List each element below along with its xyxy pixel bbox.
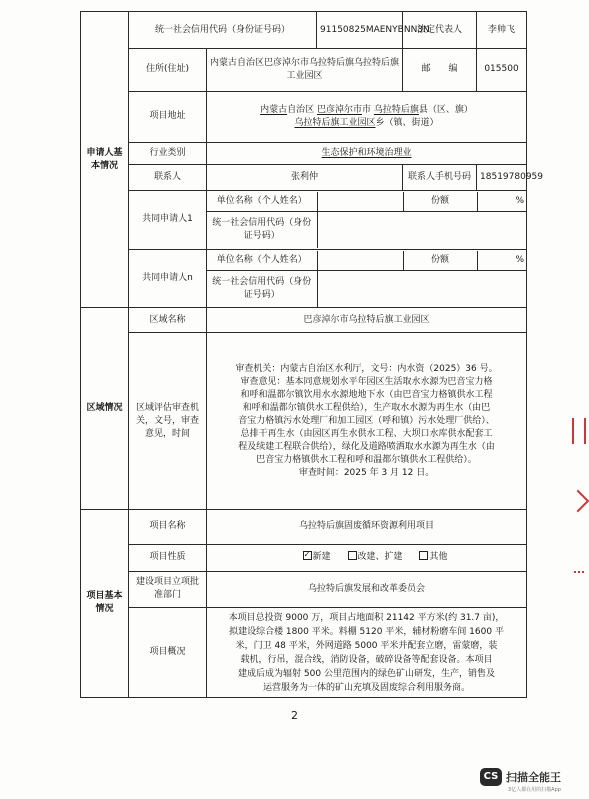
eval-line: 和呼和温都尔镇供水工程供给），生产取水水源为再生水（由巴 [242,402,491,413]
industry-label: 行业类别 [129,143,207,165]
seal-fragment-dots [574,571,584,577]
nature-option-rebuild: 改建、扩建 [348,552,403,562]
camscanner-logo-icon: CS [480,768,502,786]
nature-option-other: 其他 [419,552,447,562]
co-applicant-1-label: 共同申请人1 [129,190,207,249]
eval-line: 巴音宝力格镇供水工程和呼和温都尔镇供水工程供给）。 [256,454,477,465]
co1-unit-name-value [317,192,403,212]
project-name-label: 项目名称 [129,509,207,544]
watermark-tagline: 3亿人都在用的扫描App [508,787,561,793]
addr-t1: 自治区 [287,104,315,115]
co1-unit-name-label: 单位名称（个人姓名） [207,192,317,212]
eval-line: 审查意见：基本同意规划水平年园区生活取水水源为巴音宝力格 [240,376,493,387]
checkbox-checked-icon [303,551,312,560]
eval-line: 和呼和温都尔镇饮用水水源地地下水（由巴音宝力格镇供水工程 [240,389,493,400]
project-section-header: 项目基本情况 [81,509,129,697]
address-label: 住所(住址) [129,49,207,91]
co1-share-label: 份额 [403,192,477,212]
legal-rep-value: 李帅飞 [477,12,527,49]
eval-line: 审查机关：内蒙古自治区水利厅，文号：内水资（2025）36 号。 [235,363,498,374]
overview-line: 建成后成为辐射 500 公里范围内的绿色矿山研发，生产，销售及 [238,668,495,679]
project-overview-label: 项目概况 [129,608,207,698]
phone-label: 联系人手机号码 [403,164,477,190]
co1-credit-value [317,211,527,247]
applicant-section-header: 申请人基本情况 [81,12,129,308]
address-value: 内蒙古自治区巴彦淖尔市乌拉特后旗乌拉特后旗工业园区 [207,49,403,91]
contact-value: 张利仲 [207,164,403,190]
addr-town: 乌拉特后旗工业园区 [294,117,376,128]
eval-line: 审查时间：2025 年 3 月 12 日。 [298,467,435,478]
eval-line: 总排干再生水（由园区再生水供水工程、大坝口水库供水配套工 [240,428,493,439]
con-share-value: % [477,251,527,271]
application-form [80,11,544,698]
postal-code-label: 邮 编 [403,49,477,91]
con-credit-value [317,270,527,306]
checkbox-icon [419,551,428,560]
addr-province: 内蒙古 [260,104,288,115]
region-name-value: 巴彦淖尔市乌拉特后旗工业园区 [207,308,527,333]
scanner-watermark [480,766,586,796]
approval-dept-value: 乌拉特后旗发展和改革委员会 [207,571,527,607]
project-address-value [207,91,527,143]
overview-line: 运营服务为一体的矿山充填及固废综合利用服务商。 [263,682,471,693]
industry-value: 生态保护和环境治理业 [207,143,527,165]
region-eval-text [207,333,527,510]
region-name-label: 区域名称 [129,308,207,333]
project-address-label: 项目地址 [129,91,207,143]
postal-code-value: 015500 [477,49,527,91]
project-nature-options [207,545,527,572]
credit-code-label: 统一社会信用代码（身份证号码） [129,12,317,49]
overview-line: 拟建设综合楼 1800 平米。料棚 5120 平米，辅材粉磨车间 1600 平 [229,626,504,637]
addr-t3: 县（区、旗） [418,104,473,115]
checkbox-icon [348,551,357,560]
overview-line: 米，门卫 48 平米，外网道路 5000 平米并配套立磨，雷蒙磨，装 [235,640,498,651]
nature-option-new: ✓ 新建 [303,552,331,562]
addr-city: 巴彦淖尔市 [316,104,362,115]
seal-fragment-arc [567,490,589,513]
project-name-value: 乌拉特后旗固废循环资源利用项目 [207,509,527,544]
co-applicant-n-label: 共同申请人n [129,249,207,308]
co1-credit-label: 统一社会信用代码（身份证号码） [207,211,317,247]
co1-share-value: % [477,192,527,212]
overview-line: 载机，行吊，混合线，消防设备，破碎设备等配套设备。本项目 [240,654,493,665]
con-share-label: 份额 [403,251,477,271]
con-unit-name-value [317,251,403,271]
phone-value: 18519780959 [477,164,527,190]
region-section-header: 区域情况 [81,308,129,509]
eval-line: 音宝力格镇污水处理厂和加工园区（呼和镇）污水处理厂供给）、 [238,415,495,426]
eval-line: 程及续建工程联合供给），绿化及道路喷洒取水水源为再生水（由 [238,441,495,452]
con-credit-label: 统一社会信用代码（身份证号码） [207,270,317,306]
addr-county: 乌拉特后旗 [373,104,419,115]
addr-t4: 乡（镇、街道） [375,117,439,128]
project-overview-text [207,608,527,698]
page-number: 2 [291,709,298,722]
contact-label: 联系人 [129,164,207,190]
legal-rep-label: 法定代表人 [403,12,477,49]
overview-line: 本项目总投资 9000 万，项目占地面积 21142 平方米(约 31.7 亩)， [228,612,505,623]
seal-fragment-mark [572,418,586,444]
project-nature-label: 项目性质 [129,545,207,572]
approval-dept-label: 建设项目立项批准部门 [129,571,207,607]
watermark-brand: 扫描全能王 [506,771,561,784]
addr-t2: 市 [362,104,372,115]
credit-code-value: 91150825MAENYBNN3N [317,12,403,49]
region-eval-label: 区域评估审查机关，文号，审查意见，时间 [129,333,207,510]
con-unit-name-label: 单位名称（个人姓名） [207,251,317,271]
